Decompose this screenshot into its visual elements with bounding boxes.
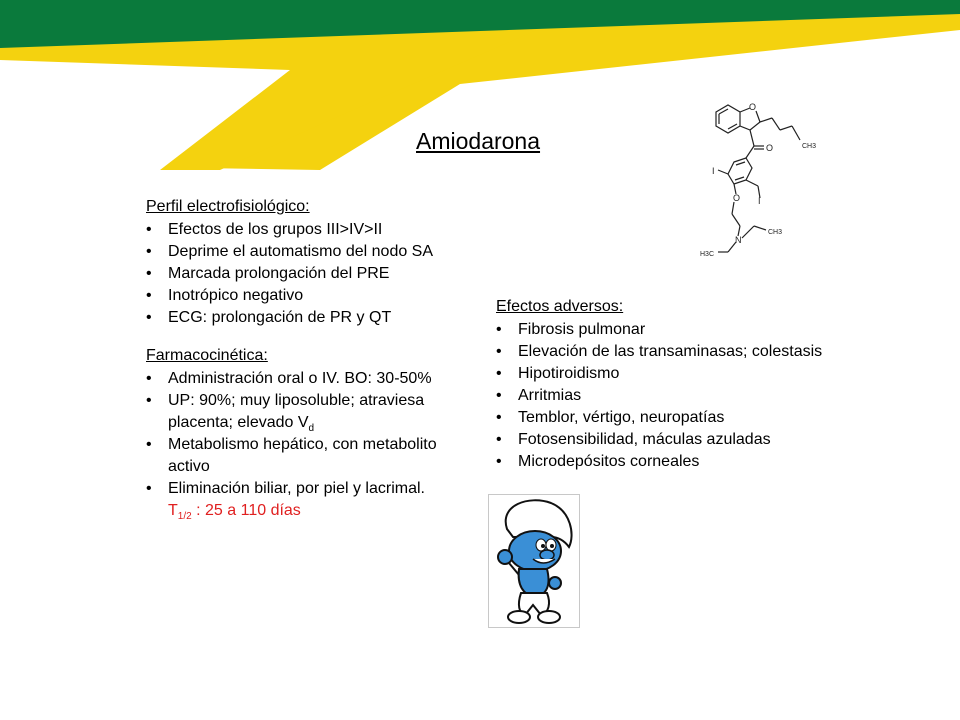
atom-label: I	[758, 196, 761, 206]
half-life-subscript: 1/2	[177, 511, 192, 522]
farmacocinetica-section	[146, 345, 481, 522]
perfil-section	[146, 196, 486, 329]
slide-title: Amiodarona	[416, 128, 541, 154]
item-text: Eliminación biliar, por piel y lacrimal.	[168, 480, 425, 497]
atom-label: O	[749, 102, 757, 112]
list-item: • Deprime el automatismo del nodo SA	[146, 241, 486, 263]
list-item: • Inotrópico negativo	[146, 285, 486, 307]
perfil-list	[146, 219, 486, 329]
item-text: UP: 90%; muy liposoluble; atraviesa placenta; elevado V	[168, 392, 425, 431]
amiodarone-structure-diagram	[688, 98, 828, 266]
list-item: • Marcada prolongación del PRE	[146, 263, 486, 285]
adversos-heading: Efectos adversos:	[496, 298, 624, 315]
adversos-list	[496, 319, 826, 473]
list-item: • Administración oral o IV. BO: 30-50%	[146, 368, 481, 390]
half-life-symbol: T	[168, 502, 178, 519]
list-item: • Metabolismo hepático, con metabolito activo	[146, 434, 481, 478]
list-item: • Hipotiroidismo	[496, 363, 826, 385]
half-life	[168, 502, 301, 522]
list-item: • Efectos de los grupos III>IV>II	[146, 219, 486, 241]
list-item: • ECG: prolongación de PR y QT	[146, 307, 486, 329]
smurf-figure	[489, 495, 579, 627]
atom-label: H3C	[700, 251, 715, 258]
half-life-value: : 25 a 110 días	[191, 502, 301, 519]
farmacocinetica-list	[146, 368, 481, 522]
atom-label: CH3	[768, 229, 783, 236]
adversos-section	[496, 296, 826, 473]
list-item	[146, 478, 481, 522]
subscript: d	[308, 423, 315, 434]
atom-label: O	[733, 193, 741, 203]
list-item: • Microdepósitos corneales	[496, 451, 826, 473]
atom-label: N	[735, 235, 742, 245]
atom-label: CH3	[802, 143, 817, 150]
list-item: • Arritmias	[496, 385, 826, 407]
list-item: • Temblor, vértigo, neuropatías	[496, 407, 826, 429]
smurf-image	[488, 494, 580, 628]
list-item: • Fotosensibilidad, máculas azuladas	[496, 429, 826, 451]
perfil-heading: Perfil electrofisiológico:	[146, 198, 310, 215]
farmacocinetica-heading: Farmacocinética:	[146, 347, 268, 364]
list-item	[146, 390, 481, 434]
list-item: • Elevación de las transaminasas; colestasis	[496, 341, 826, 363]
atom-label: O	[766, 143, 774, 153]
atom-label: I	[712, 166, 715, 176]
list-item: • Fibrosis pulmonar	[496, 319, 826, 341]
